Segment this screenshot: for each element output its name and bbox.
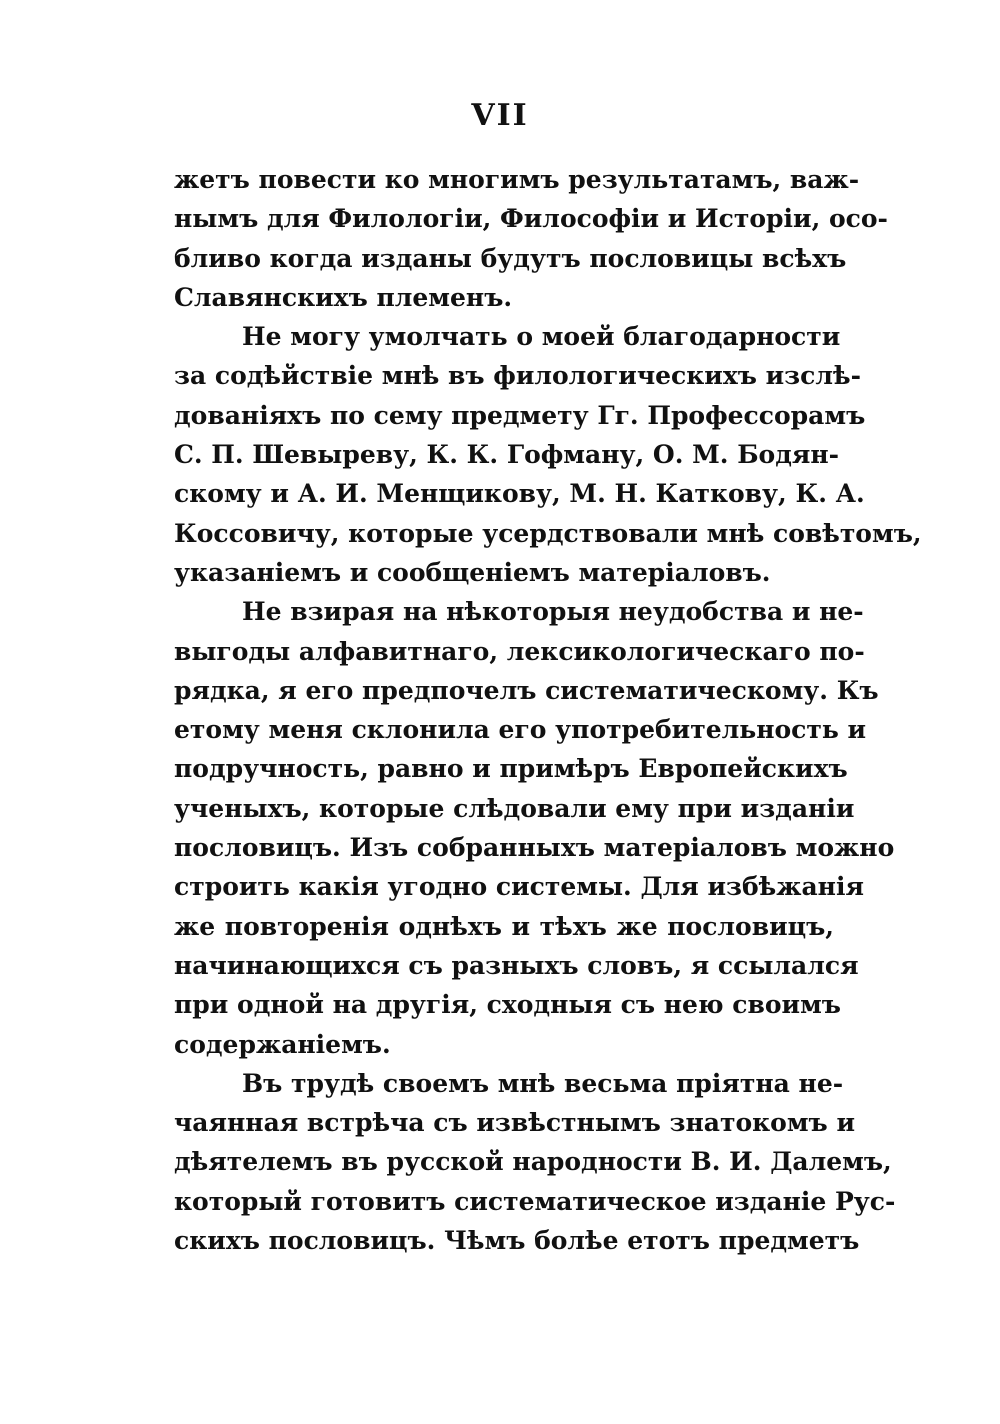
text-line: при одной на другія, сходныя съ нею своимъ [174,990,841,1020]
text-line: чаянная встрѣча съ извѣстнымъ знатокомъ и [174,1108,855,1138]
paragraph-3 [174,592,895,1064]
body-text [174,160,922,1260]
text-line: же повторенія однѣхъ и тѣхъ же пословицъ, [174,911,834,941]
text-line: дѣятелемъ въ русской народности В. И. Далемъ, [174,1147,892,1177]
text-line: строить какія угодно системы. Для избѣжанія [174,872,864,902]
paragraph-1 [174,160,888,317]
text-line: бливо когда изданы будутъ пословицы всѣхъ [174,243,847,273]
text-line: содержаніемъ. [174,1029,391,1059]
text-line: жетъ повести ко многимъ результатамъ, важ- [174,165,860,194]
text-line: ученыхъ, которые слѣдовали ему при изданіи [174,793,855,823]
text-line: скихъ пословицъ. Чѣмъ болѣе етотъ предметъ [174,1226,860,1256]
text-line: который готовитъ систематическое изданіе Рус- [174,1186,896,1216]
text-line: Не могу умолчать о моей благодарности [242,322,841,352]
text-line: пословицъ. Изъ собранныхъ матеріаловъ можно [174,833,895,863]
text-line: указаніемъ и сообщеніемъ матеріаловъ. [174,557,771,587]
text-line: Въ трудѣ своемъ мнѣ весьма пріятна не- [242,1068,844,1098]
text-line: Славянскихъ племенъ. [174,282,513,312]
text-line: Не взирая на нѣкоторыя неудобства и не- [242,597,864,627]
text-line: дованіяхъ по сему предмету Гг. Профессорамъ [174,400,866,430]
paragraph-4 [174,1064,896,1260]
text-line: за содѣйствіе мнѣ въ филологическихъ изслѣ- [174,361,861,391]
text-line: С. П. Шевыреву, К. К. Гофману, О. М. Бодян- [174,440,840,470]
text-line: Коссовичу, которые усердствовали мнѣ совѣтомъ, [174,518,922,548]
page-number: VII [471,98,529,133]
text-line: выгоды алфавитнаго, лексикологическаго по- [174,636,865,666]
text-line: нымъ для Филологіи, Философіи и Исторіи, осо- [174,204,888,234]
text-line: подручность, равно и примѣръ Европейскихъ [174,754,848,784]
text-line: рядка, я его предпочелъ систематическому. Къ [174,675,879,705]
text-line: начинающихся съ разныхъ словъ, я ссылался [174,950,859,980]
paragraph-2 [174,317,922,592]
text-line: скому и А. И. Менщикову, М. Н. Каткову, К. А. [174,479,865,509]
text-line: етому меня склонила его употребительность и [174,715,867,745]
